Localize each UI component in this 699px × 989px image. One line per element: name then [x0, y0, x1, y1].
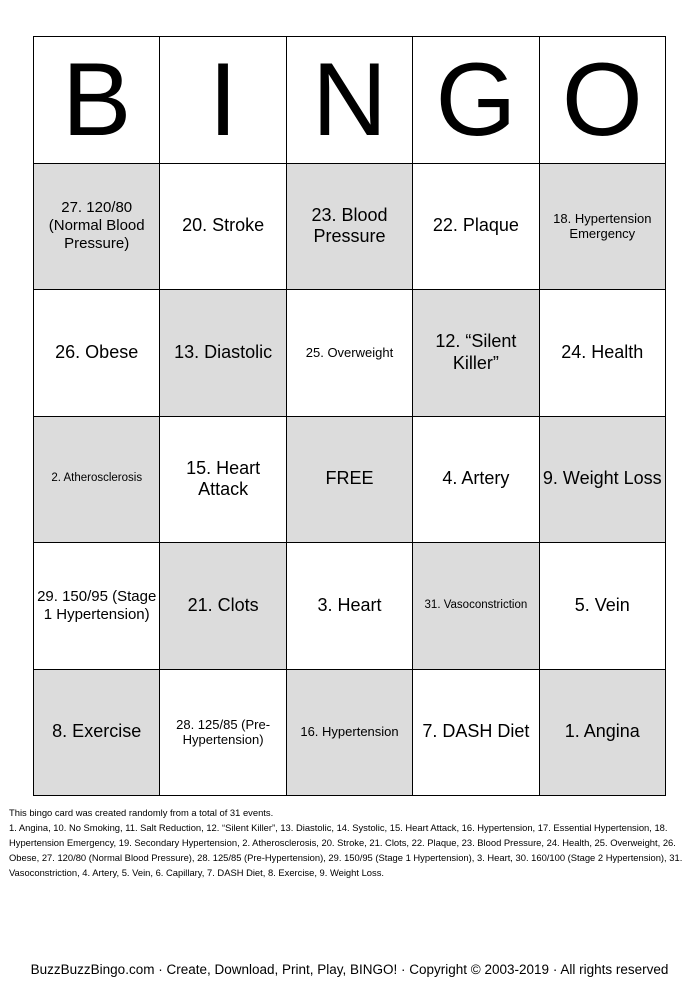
bingo-cell: 1. Angina: [540, 670, 666, 797]
free-space-cell: FREE: [287, 417, 413, 544]
bingo-cell: 8. Exercise: [34, 670, 160, 797]
bingo-cell: 25. Overweight: [287, 290, 413, 417]
bingo-cell: 2. Atherosclerosis: [34, 417, 160, 544]
bingo-cell: 27. 120/80 (Normal Blood Pressure): [34, 164, 160, 291]
bingo-cell: 9. Weight Loss: [540, 417, 666, 544]
header-letter-g: G: [413, 37, 539, 164]
bingo-cell: 22. Plaque: [413, 164, 539, 291]
bingo-cell: 20. Stroke: [160, 164, 286, 291]
bingo-cell: 12. “Silent Killer”: [413, 290, 539, 417]
bingo-cell: 4. Artery: [413, 417, 539, 544]
bingo-cell: 13. Diastolic: [160, 290, 286, 417]
header-letter-b: B: [34, 37, 160, 164]
bingo-cell: 3. Heart: [287, 543, 413, 670]
copyright-footer: BuzzBuzzBingo.com · Create, Download, Print, Play, BINGO! · Copyright © 2003-2019 · All rights reserved: [30, 962, 669, 977]
bingo-cell: 21. Clots: [160, 543, 286, 670]
bingo-cell: 31. Vasoconstriction: [413, 543, 539, 670]
header-letter-i: I: [160, 37, 286, 164]
bingo-cell: 28. 125/85 (Pre-Hypertension): [160, 670, 286, 797]
bingo-cell: 16. Hypertension: [287, 670, 413, 797]
header-letter-o: O: [540, 37, 666, 164]
description-intro: This bingo card was created randomly from a total of 31 events.: [9, 807, 274, 818]
card-description: [9, 805, 693, 880]
bingo-cell: 7. DASH Diet: [413, 670, 539, 797]
bingo-cell: 15. Heart Attack: [160, 417, 286, 544]
bingo-cell: 5. Vein: [540, 543, 666, 670]
bingo-cell: 26. Obese: [34, 290, 160, 417]
bingo-cell: 29. 150/95 (Stage 1 Hypertension): [34, 543, 160, 670]
bingo-cell: 18. Hypertension Emergency: [540, 164, 666, 291]
bingo-card: [33, 36, 666, 796]
header-letter-n: N: [287, 37, 413, 164]
description-event-list: 1. Angina, 10. No Smoking, 11. Salt Reduction, 12. “Silent Killer”, 13. Diastolic, 14. Systolic, 15. Heart Attack, 16. Hypertension, 17. Essential Hypertension, 18. Hypertension Emergency, 19. Secondary Hypertension, 2. Atherosclerosis, 20. Stroke, 21. Clots, 22. Plaque, 23. Blood Pressure, 24. Health, 25. Overweight, 26. Obese, 27. 120/80 (Normal Blood Pressure), 28. 125/85 (Pre-Hypertension), 29. 150/95 (Stage 1 Hypertension), 3. Heart, 30. 160/100 (Stage 2 Hypertension), 31. Vasoconstriction, 4. Artery, 5. Vein, 6. Capillary, 7. DASH Diet, 8. Exercise, 9. Weight Loss.: [9, 822, 683, 878]
bingo-cell: 23. Blood Pressure: [287, 164, 413, 291]
bingo-cell: 24. Health: [540, 290, 666, 417]
